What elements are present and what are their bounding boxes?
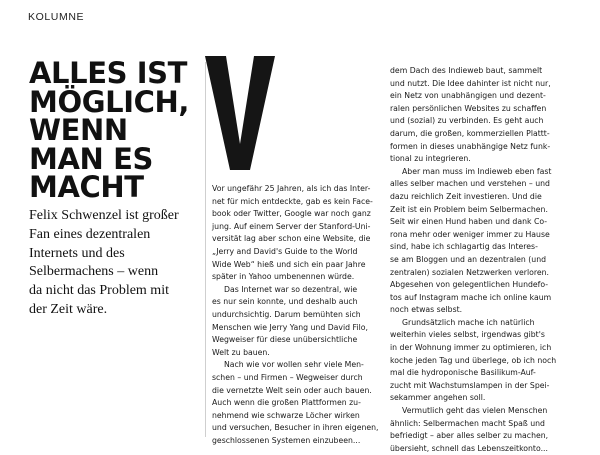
text-line: book oder Twitter, Google war noch ganz bbox=[212, 209, 371, 219]
text-line: alles selber machen und verstehen – und bbox=[390, 179, 550, 189]
text-line: Wegweiser für diese unübersichtliche bbox=[212, 335, 358, 345]
text-line: die vernetzte Welt sein oder auch bauen. bbox=[212, 385, 372, 395]
text-line: zucht mit Wachstumslampen in der Spei- bbox=[390, 380, 550, 390]
lead-line: Fan eines dezentralen bbox=[29, 226, 151, 242]
text-line: Grundsätzlich mache ich natürlich bbox=[402, 317, 535, 327]
lead-line: Felix Schwenzel ist großer bbox=[29, 208, 179, 223]
text-line: und (sozial) zu verbinden. Es geht auch bbox=[390, 116, 544, 126]
text-line: befriedigt – aber alles selber zu machen, bbox=[390, 431, 549, 441]
headline-line: MACHT bbox=[29, 170, 144, 204]
drop-cap bbox=[205, 56, 275, 170]
article-column-left bbox=[212, 183, 377, 447]
article-lead bbox=[29, 207, 211, 320]
text-line: dazu reichlich Zeit investieren. Und die bbox=[390, 191, 542, 201]
text-line: Das Internet war so dezentral, wie bbox=[224, 284, 358, 294]
lead-line: Selbermachens – wenn bbox=[29, 264, 159, 280]
headline-line: MAN ES bbox=[29, 141, 153, 176]
text-line: net für mich entdeckte, gab es kein Face- bbox=[212, 196, 373, 206]
text-line: undurchsichtig. Darum bemühten sich bbox=[212, 309, 361, 319]
text-line: übersieht, schnell das Lebenszeitkonto... bbox=[390, 443, 548, 453]
article-column-right bbox=[390, 65, 555, 455]
text-line: versität lag aber schon eine Website, die bbox=[212, 234, 371, 244]
text-line: Welt zu bauen. bbox=[212, 347, 270, 357]
text-line: geschlossenen Systemen einzubeen... bbox=[212, 435, 361, 445]
text-line: Vor ungefähr 25 Jahren, als ich das Inter- bbox=[212, 184, 371, 193]
lead-line: da nicht das Problem mit bbox=[29, 283, 169, 299]
text-line: tos auf Instagram mache ich online kaum bbox=[390, 292, 552, 302]
text-line: es nur sein konnte, und deshalb auch bbox=[212, 297, 358, 307]
text-line: jung. Auf einem Server der Stanford-Uni- bbox=[212, 221, 371, 231]
section-label: KOLUMNE bbox=[28, 11, 85, 23]
text-line: Seit wir einen Hund haben und dank Co- bbox=[390, 217, 548, 227]
text-line: in der Wohnung immer zu optimieren, ich bbox=[390, 343, 552, 353]
text-line: ralen persönlichen Websites zu schaffen bbox=[390, 103, 547, 113]
text-line: Zeit ist ein Problem beim Selbermachen. bbox=[390, 204, 548, 214]
article-headline bbox=[29, 56, 205, 204]
text-line: sind, habe ich schlagartig das Interes- bbox=[390, 242, 538, 252]
headline-line: ALLES IST bbox=[29, 56, 188, 90]
text-line: Menschen wie Jerry Yang und David Filo, bbox=[212, 322, 368, 332]
text-line: später in Yahoo umbenennen würde. bbox=[212, 272, 355, 282]
text-line: formen in dieses unabhängige Netz funk- bbox=[390, 141, 551, 151]
text-line: und versuchen, Besucher in ihren eigenen, bbox=[212, 423, 379, 433]
text-line: se am Bloggen und an dezentralen (und bbox=[390, 254, 547, 264]
text-line: Nach wie vor wollen sehr viele Men- bbox=[224, 360, 364, 370]
headline-line: MÖGLICH, bbox=[29, 84, 189, 119]
text-line: Aber man muss im Indieweb eben fast bbox=[402, 166, 552, 176]
text-line: „Jerry and David's Guide to the World bbox=[212, 246, 358, 256]
headline-line: WENN bbox=[29, 113, 128, 147]
text-line: mal die hydroponische Basilikum-Auf- bbox=[390, 368, 536, 378]
text-line: Abgesehen von gelegentlichen Hundefo- bbox=[390, 280, 549, 290]
lead-line: Internets und des bbox=[29, 245, 125, 261]
text-line: Wide Web“ hieß und sich ein paar Jahre bbox=[212, 259, 366, 269]
text-line: ähnlich: Selbermachen macht Spaß und bbox=[390, 418, 545, 428]
text-line: noch etwas selbst. bbox=[390, 305, 463, 315]
text-line: koche jeden Tag und überlege, ob ich noch bbox=[390, 355, 557, 365]
text-line: schen – und Firmen – Wegweiser durch bbox=[212, 372, 363, 382]
text-line: ein Netz von unabhängigen und dezent- bbox=[390, 91, 546, 101]
text-line: und nutzt. Die Idee dahinter ist nicht nur, bbox=[390, 78, 551, 88]
text-line: rona mehr oder weniger immer zu Hause bbox=[390, 229, 550, 239]
text-line: sekammer angehen soll. bbox=[390, 393, 486, 403]
text-line: dem Dach des Indieweb baut, sammelt bbox=[390, 66, 543, 75]
text-line: nehmend wie schwarze Löcher wirken bbox=[212, 410, 360, 420]
text-line: darum, die großen, kommerziellen Plattt- bbox=[390, 128, 550, 138]
lead-line: der Zeit wäre. bbox=[29, 301, 108, 317]
text-line: tional zu integrieren. bbox=[390, 154, 471, 164]
text-line: weiterhin vieles selbst, irgendwas gibt's bbox=[390, 330, 545, 340]
text-line: Auch wenn die großen Plattformen zu- bbox=[212, 398, 361, 408]
text-line: Vermutlich geht das vielen Menschen bbox=[402, 406, 548, 416]
text-line: zentralen) sozialen Netzwerken verloren. bbox=[390, 267, 550, 277]
